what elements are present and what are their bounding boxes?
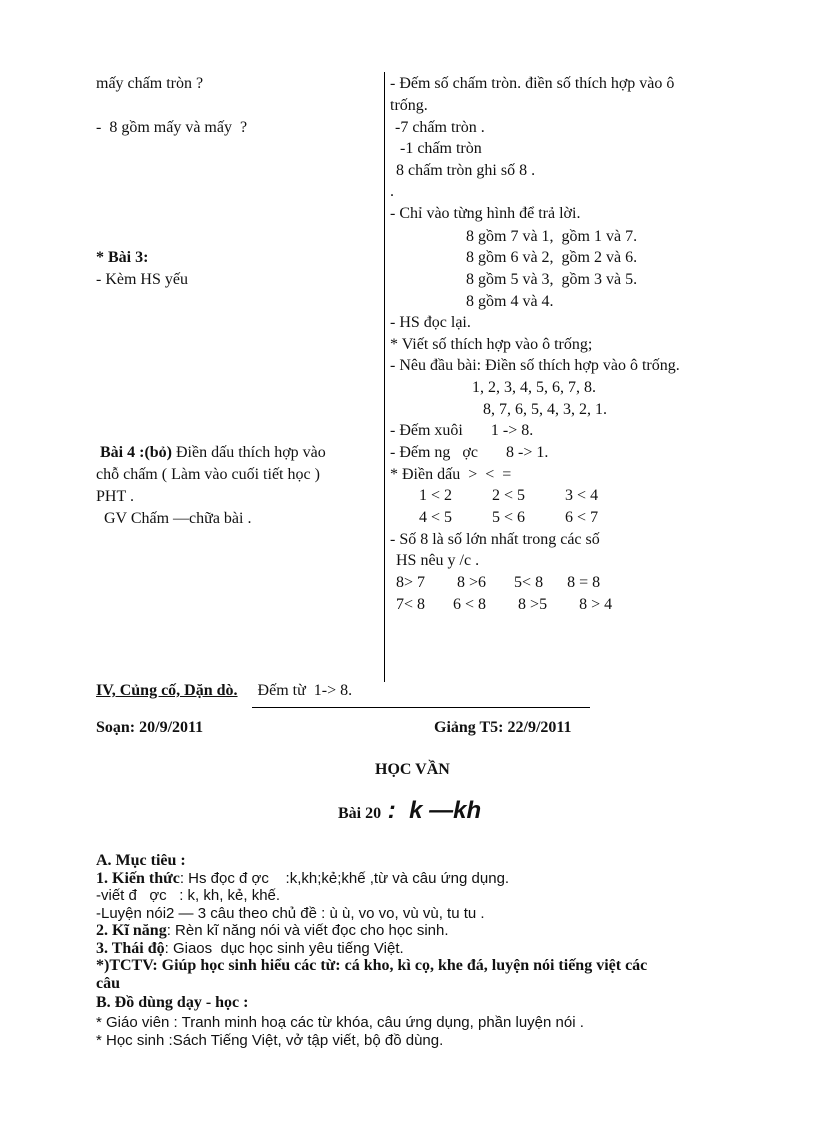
right-line-20: 1 < 2 2 < 5 3 < 4 (419, 487, 599, 504)
goal-writing: -viết đ ợc : k, kh, kẻ, khế. (96, 887, 281, 904)
subject-title: HỌC VẦN (375, 761, 450, 778)
left-line-2: - 8 gồm mấy và mấy ? (96, 119, 248, 136)
goal-speaking: -Luyện nói2 — 3 câu theo chủ đề : ù ù, vo vo, vù vù, tu tu . (96, 905, 485, 922)
right-line-14: - Nêu đầu bài: Điền số thích hợp vào ô trống. (390, 357, 680, 374)
goal-knowledge-text: : Hs đọc đ ợc :k,kh;kẻ;khế ,từ và câu ứng dụng. (179, 870, 510, 887)
goal-skill-label: 2. Kĩ năng (96, 922, 167, 939)
left-line-bai4-3: PHT . (96, 488, 134, 505)
goal-tctv-line-1: *)TCTV: Giúp học sinh hiểu các từ: cá kho, kì cọ, khe đá, luyện nói tiếng việt các (96, 957, 648, 974)
exercise-4-label: Bài 4 :(bỏ) (100, 444, 172, 461)
right-line-25: 7< 8 6 < 8 8 >5 8 > 4 (396, 596, 613, 613)
exercise-4-heading (100, 443, 326, 463)
column-divider (384, 72, 385, 682)
goal-skill-text: : Rèn kĩ năng nói và viết đọc cho học sinh. (166, 922, 449, 939)
left-line-kem: - Kèm HS yếu (96, 271, 188, 288)
right-line-15: 1, 2, 3, 4, 5, 6, 7, 8. (472, 379, 596, 396)
right-line-1: - Đếm số chấm tròn. điền số thích hợp vào ô (390, 75, 675, 92)
right-line-7: - Chỉ vào từng hình để trả lời. (390, 205, 581, 222)
materials-student: * Học sinh :Sách Tiếng Việt, vở tập viết, bộ đồ dùng. (96, 1032, 444, 1049)
right-line-21: 4 < 5 5 < 6 6 < 7 (419, 509, 599, 526)
goal-skill (96, 922, 449, 939)
right-line-12: - HS đọc lại. (390, 314, 471, 331)
goal-knowledge (96, 870, 509, 887)
right-line-8: 8 gồm 7 và 1, gồm 1 và 7. (466, 228, 638, 245)
goal-attitude-text: : Giaos dục học sinh yêu tiếng Việt. (164, 940, 404, 957)
materials-heading: B. Đồ dùng dạy - học : (96, 994, 249, 1011)
goal-knowledge-label: 1. Kiến thức (96, 870, 180, 887)
teaching-date: Giảng T5: 22/9/2011 (434, 719, 572, 736)
lesson-prefix: Bài 20 (338, 805, 382, 822)
prepared-date: Soạn: 20/9/2011 (96, 719, 204, 736)
materials-teacher: * Giáo viên : Tranh minh hoạ các từ khóa, câu ứng dụng, phần luyện nói . (96, 1014, 584, 1031)
left-line-1: mấy chấm tròn ? (96, 75, 204, 92)
right-line-16: 8, 7, 6, 5, 4, 3, 2, 1. (483, 401, 607, 418)
right-line-11: 8 gồm 4 và 4. (466, 293, 554, 310)
right-line-19: * Điền dấu > < = (390, 466, 512, 483)
right-line-17: - Đếm xuôi 1 -> 8. (390, 422, 534, 439)
exercise-3-heading: * Bài 3: (96, 249, 149, 266)
right-line-3: -7 chấm tròn . (395, 119, 485, 136)
section-4-heading: IV, Củng cố, Dặn dò. (96, 682, 238, 699)
right-line-13: * Viết số thích hợp vào ô trống; (390, 336, 593, 353)
right-line-23: HS nêu y /c . (396, 552, 480, 569)
right-line-2: trống. (390, 97, 428, 114)
right-line-10: 8 gồm 5 và 3, gồm 3 và 5. (466, 271, 638, 288)
right-line-9: 8 gồm 6 và 2, gồm 2 và 6. (466, 249, 638, 266)
lesson-colon: : (381, 797, 396, 824)
right-line-5: 8 chấm tròn ghi số 8 . (396, 162, 536, 179)
goal-attitude (96, 940, 404, 957)
right-line-6: . (390, 183, 394, 200)
right-line-4: -1 chấm tròn (400, 140, 482, 157)
horizontal-rule (252, 707, 590, 708)
goal-tctv-line-2: câu (96, 975, 120, 992)
exercise-4-text: Điền dấu thích hợp vào (172, 444, 326, 461)
right-line-22: - Số 8 là số lớn nhất trong các số (390, 531, 600, 548)
section-4-text: Đếm từ 1-> 8. (257, 682, 353, 699)
lesson-name: k —kh (409, 797, 482, 824)
left-line-bai4-4: GV Chấm —chữa bài . (104, 510, 252, 527)
lesson-title (338, 797, 481, 828)
section-4 (96, 681, 352, 701)
right-line-24: 8> 7 8 >6 5< 8 8 = 8 (396, 574, 601, 591)
goal-attitude-label: 3. Thái độ (96, 940, 165, 957)
goals-heading: A. Mục tiêu : (96, 852, 186, 869)
left-line-bai4-2: chỗ chấm ( Làm vào cuối tiết học ) (96, 466, 320, 483)
right-line-18: - Đếm ng ợc 8 -> 1. (390, 444, 549, 461)
